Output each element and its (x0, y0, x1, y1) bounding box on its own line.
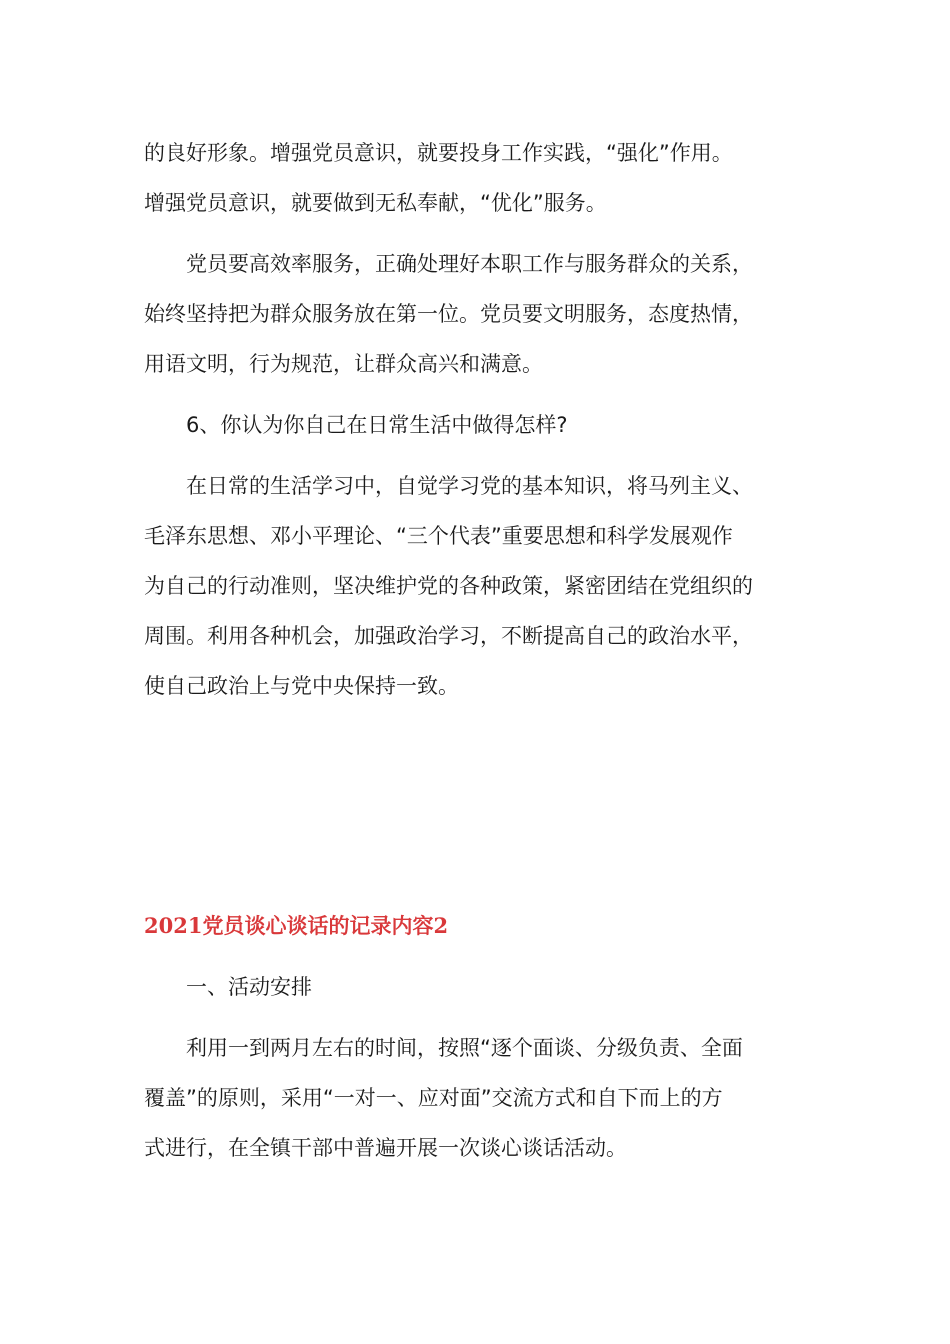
text-line: 的良好形象。增强党员意识，就要投身工作实践，“强化”作用。 (144, 141, 733, 165)
text-line: 为自己的行动准则，坚决维护党的各种政策，紧密团结在党组织的 (144, 574, 753, 598)
question-6 (144, 400, 808, 450)
text-line: 党员要高效率服务，正确处理好本职工作与服务群众的关系， (186, 252, 753, 276)
text-line: 式进行，在全镇干部中普遍开展一次谈心谈话活动。 (144, 1136, 627, 1160)
paragraph-1 (144, 128, 808, 228)
text-line: 6、你认为你自己在日常生活中做得怎样? (186, 413, 568, 437)
text-line: 在日常的生活学习中，自觉学习党的基本知识，将马列主义、 (186, 474, 753, 498)
paragraph-4 (144, 461, 808, 711)
text-line: 利用一到两月左右的时间，按照“逐个面谈、分级负责、全面 (186, 1036, 743, 1060)
text-line: 覆盖”的原则，采用“一对一、应对面”交流方式和自下而上的方 (144, 1086, 723, 1110)
subheading-activity-arrangement (144, 962, 808, 1012)
text-line: 一、活动安排 (186, 975, 312, 999)
text-line: 周围。利用各种机会，加强政治学习，不断提高自己的政治水平， (144, 624, 753, 648)
text-line: 增强党员意识，就要做到无私奉献，“优化”服务。 (144, 191, 607, 215)
body-text-section-2 (144, 962, 808, 1184)
text-line: 使自己政治上与党中央保持一致。 (144, 674, 459, 698)
text-line: 用语文明，行为规范，让群众高兴和满意。 (144, 352, 543, 376)
text-line: 始终坚持把为群众服务放在第一位。党员要文明服务，态度热情， (144, 302, 753, 326)
body-text-section-1 (144, 128, 808, 722)
section-title: 2021党员谈心谈话的记录内容2 (144, 913, 449, 938)
paragraph-2 (144, 239, 808, 389)
paragraph-activity (144, 1023, 808, 1173)
text-line: 毛泽东思想、邓小平理论、“三个代表”重要思想和科学发展观作 (144, 524, 733, 548)
